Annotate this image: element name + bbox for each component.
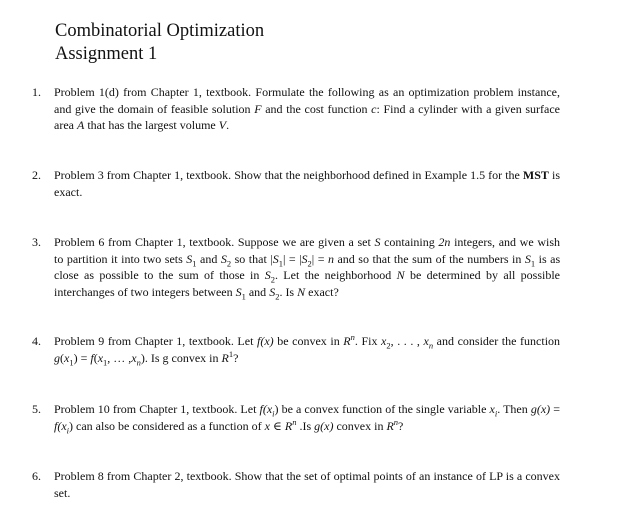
problem-number: 5.	[32, 402, 41, 416]
problem-number: 2.	[32, 168, 41, 182]
course-title: Combinatorial Optimization	[55, 21, 265, 41]
problem-text: Problem 6 from Chapter 1, textbook. Suppose we are given a set S containing 2n integers, and we wish to partition it into two sets $S_1$ and $S_2$ so that $|S_1| = |S_2| = n$ and so that the sum of the numbers in $S_1$ is as close as possible to the sum of those in $S_2$. Let the neighborhood N be determined by all possible interchanges of two integers between $S_1$ and $S_2$. Is N exact?	[54, 235, 561, 301]
problem-5	[32, 401, 560, 434]
problem-text: Problem 9 from Chapter 1, textbook. Let f(x) be convex in $R^n$. Fix $x_2$, . . . , $x_n$ and consider the function $g(x_1) = f(x_1$, … $,x_n$). Is g convex in $R^1$?	[54, 332, 561, 367]
problem-number: 4.	[32, 334, 41, 348]
problem-number: 1.	[32, 85, 41, 99]
document-header	[55, 20, 264, 66]
problem-number: 6.	[32, 469, 41, 483]
problem-number: 3.	[32, 235, 41, 249]
problem-text: Problem 10 from Chapter 1, textbook. Let $f(x_i)$ be a convex function of the single variable $x_i$. Then $g(x) = f(x_i)$ can also be considered as a function of x ∈ $R^n$ .Is g(x) convex in $R^n$?	[54, 402, 561, 435]
problem-6	[32, 468, 560, 501]
problem-4	[32, 333, 560, 366]
problem-3	[32, 234, 560, 300]
problem-2	[32, 167, 560, 200]
assignment-title: Assignment 1	[55, 44, 158, 64]
problem-text: Problem 8 from Chapter 2, textbook. Show that the set of optimal points of an instance of LP is a convex set.	[54, 469, 560, 500]
problem-text: Problem 3 from Chapter 1, textbook. Show that the neighborhood defined in Example 1.5 for the MST is exact.	[54, 168, 560, 199]
problem-text: Problem 1(d) from Chapter 1, textbook. Formulate the following as an optimization problem instance, and give the domain of feasible solution F and the cost function c: Find a cylinder with a given surface area A that has the largest volume V.	[54, 85, 561, 132]
problem-1	[32, 84, 560, 134]
